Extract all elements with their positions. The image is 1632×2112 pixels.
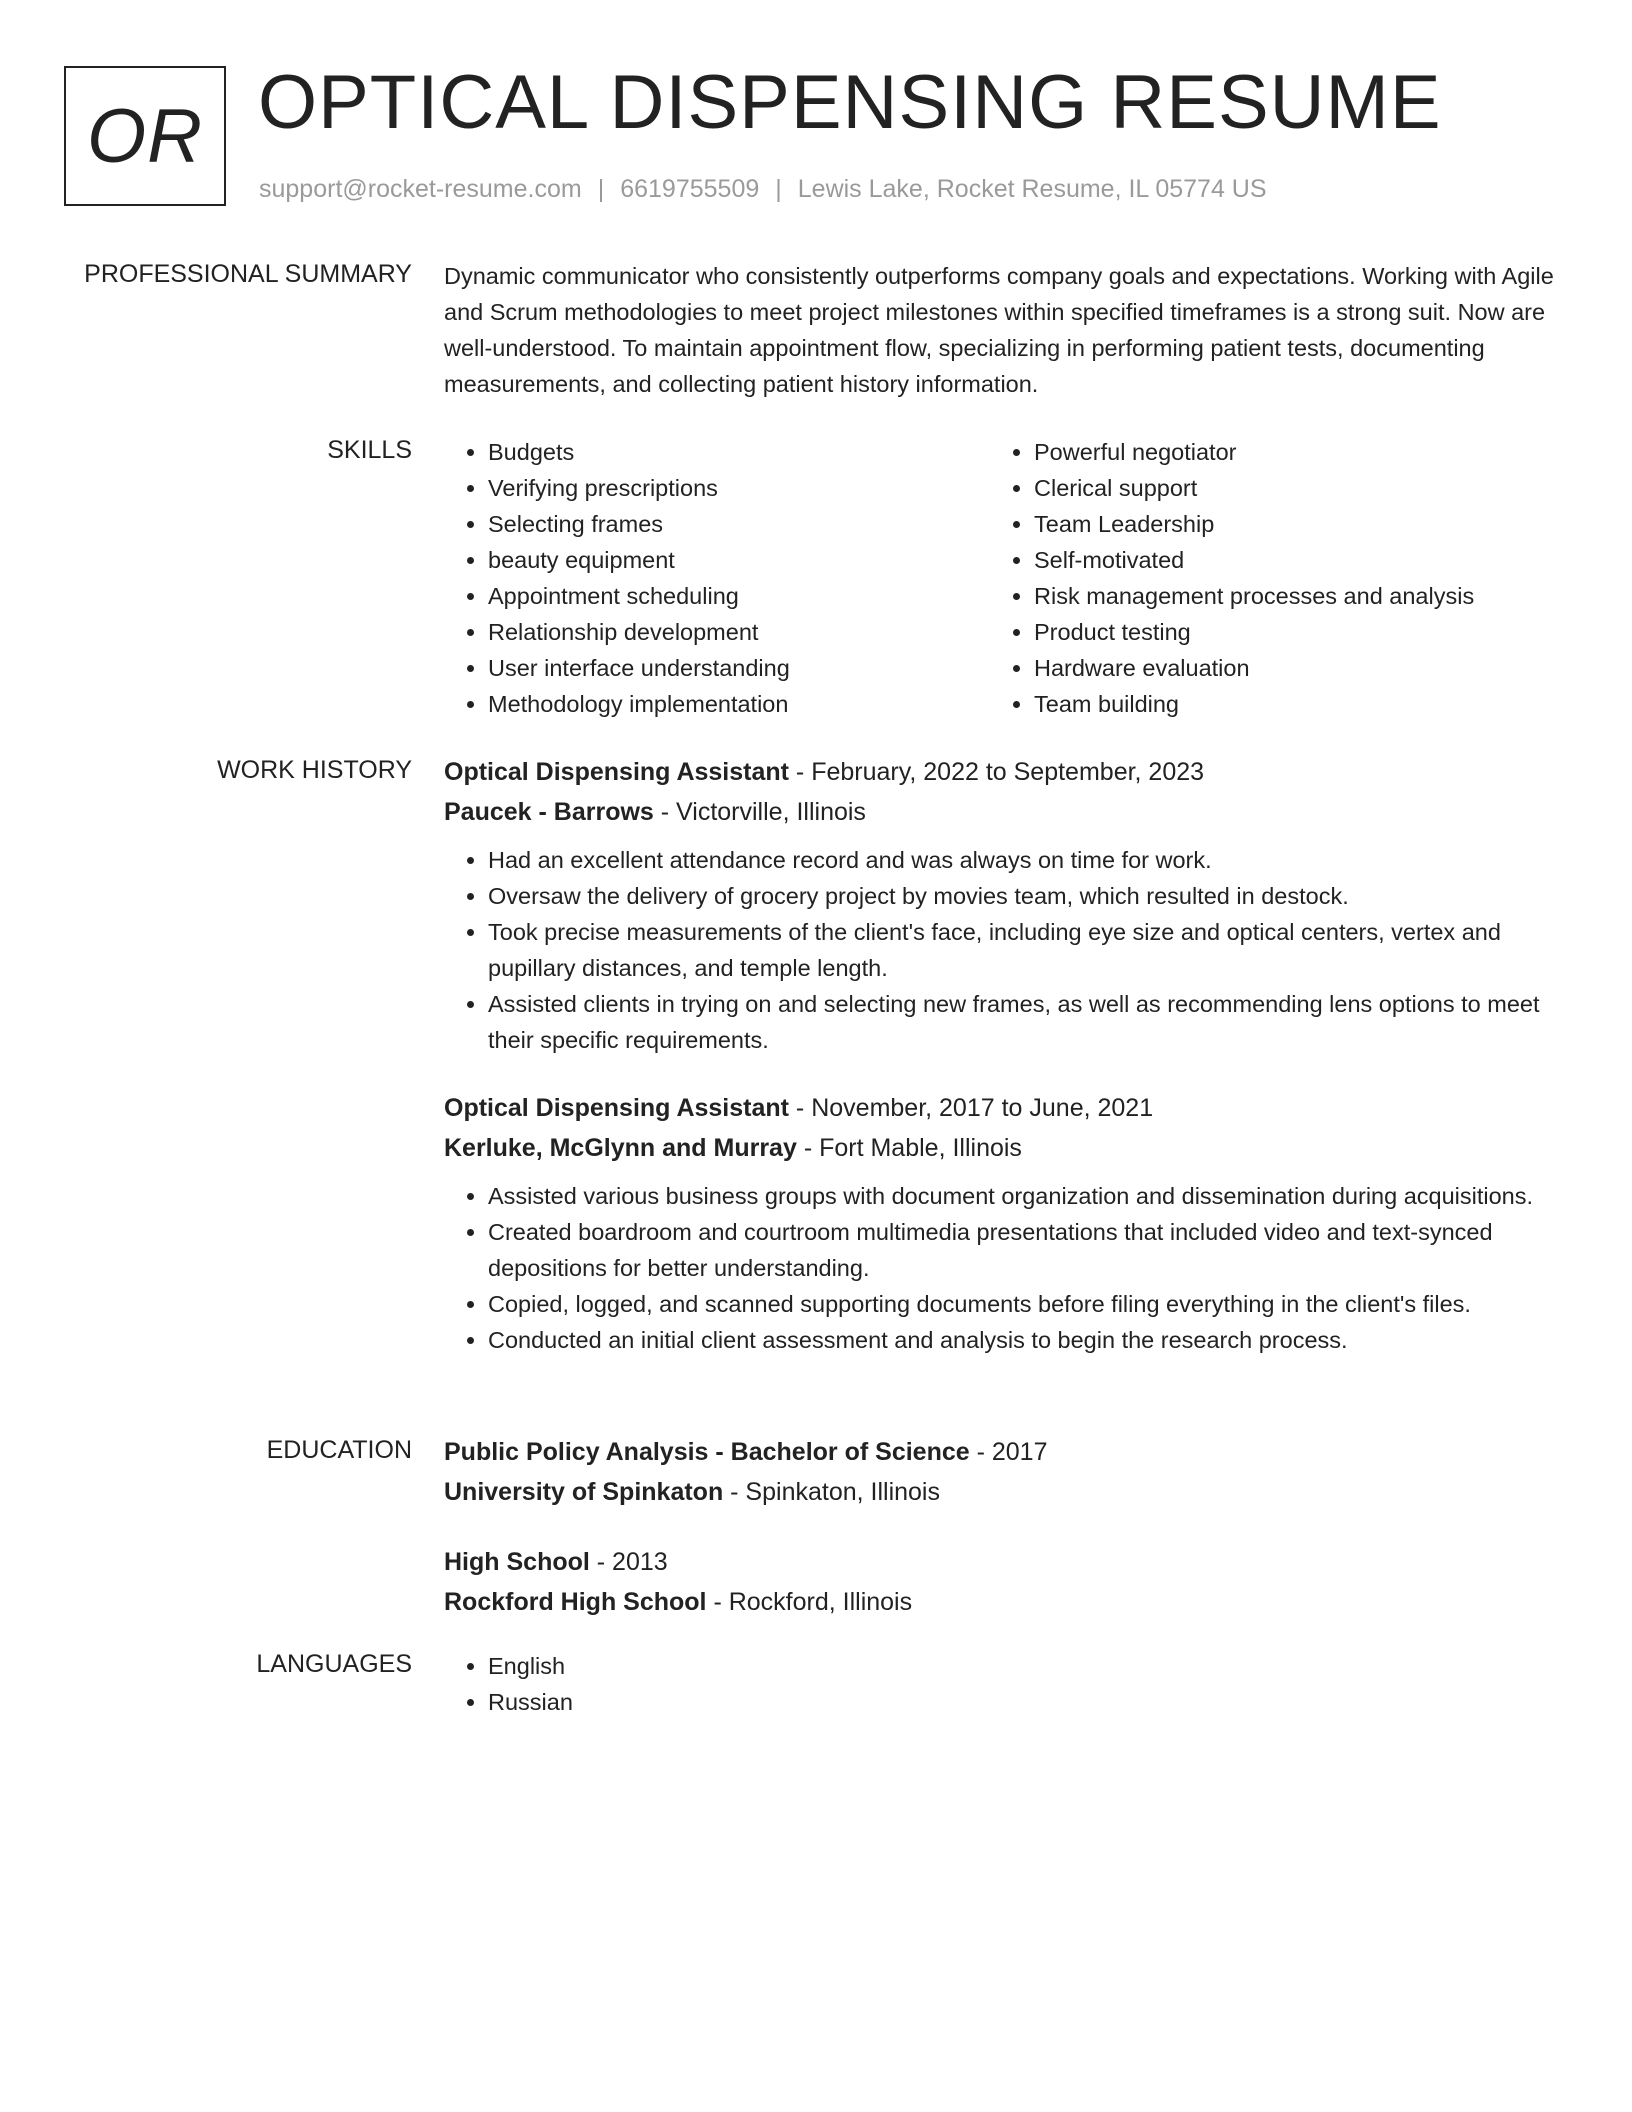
monogram-initials: OR: [87, 93, 203, 179]
education-school: Rockford High School: [444, 1588, 707, 1616]
skill-item: • Product testing: [1034, 614, 1536, 650]
skill-item: • Budgets: [488, 434, 990, 470]
contact-address: Lewis Lake, Rocket Resume, IL 05774 US: [797, 175, 1267, 203]
language-item: • Russian: [488, 1684, 1564, 1720]
contact-phone[interactable]: 6619755509: [620, 175, 760, 203]
job-dates: - February, 2022 to September, 2023: [788, 758, 1205, 786]
education-year: - 2017: [969, 1438, 1048, 1466]
education-entry: [444, 1542, 1564, 1622]
job-bullets: [444, 842, 1564, 1058]
languages-list: [444, 1648, 1564, 1720]
work-history-body: [444, 752, 1564, 1358]
job-bullet: • Conducted an initial client assessment and analysis to begin the research process.: [488, 1322, 1564, 1358]
skill-item: • Powerful negotiator: [1034, 434, 1536, 470]
job-dates: - November, 2017 to June, 2021: [788, 1094, 1154, 1122]
job-location: - Fort Mable, Illinois: [796, 1134, 1022, 1162]
skill-item: • Team building: [1034, 686, 1536, 722]
job-bullet: • Assisted various business groups with document organization and dissemination during acquisitions.: [488, 1178, 1564, 1214]
section-heading-work-history: WORK HISTORY: [217, 756, 412, 784]
job-title-line: [444, 1088, 1564, 1128]
education-year: - 2013: [589, 1548, 668, 1576]
skill-item: • Methodology implementation: [488, 686, 990, 722]
skill-item: • Appointment scheduling: [488, 578, 990, 614]
education-body: [444, 1432, 1564, 1622]
section-heading-education: EDUCATION: [266, 1436, 412, 1464]
contact-separator: |: [775, 175, 782, 203]
education-location: - Spinkaton, Illinois: [723, 1478, 940, 1506]
job-company: Kerluke, McGlynn and Murray: [444, 1134, 797, 1162]
job-bullet: • Had an excellent attendance record and was always on time for work.: [488, 842, 1564, 878]
job-location: - Victorville, Illinois: [653, 798, 866, 826]
skills-body: [444, 434, 1564, 722]
skill-item: • Hardware evaluation: [1034, 650, 1536, 686]
education-degree-line: [444, 1542, 1564, 1582]
job-title: Optical Dispensing Assistant: [444, 758, 789, 786]
skill-item: • Verifying prescriptions: [488, 470, 990, 506]
summary-text: Dynamic communicator who consistently outperforms company goals and expectations. Working with Agile and Scrum methodologies to meet project milestones within specified timeframes is a strong suit. Now are well-understood. To maintain appointment flow, specializing in performing patient tests, documenting measurements, and collecting patient history information.: [444, 263, 1554, 397]
monogram-box: [64, 66, 226, 206]
skill-item: • Risk management processes and analysis: [1034, 578, 1536, 614]
job-bullet: • Took precise measurements of the client's face, including eye size and optical centers, vertex and pupillary distances, and temple length.: [488, 914, 1564, 986]
skill-item: • Team Leadership: [1034, 506, 1536, 542]
job-company-line: [444, 1128, 1564, 1168]
language-item: • English: [488, 1648, 1564, 1684]
education-degree: High School: [444, 1548, 590, 1576]
job-entry: [444, 752, 1564, 1058]
summary-body: [444, 258, 1564, 402]
job-company-line: [444, 792, 1564, 832]
contact-email[interactable]: support@rocket-resume.com: [259, 175, 582, 203]
education-school-line: [444, 1472, 1564, 1512]
job-company: Paucek - Barrows: [444, 798, 654, 826]
job-entry: [444, 1088, 1564, 1358]
section-heading-languages: LANGUAGES: [256, 1650, 412, 1678]
languages-body: [444, 1648, 1564, 1720]
section-heading-summary: PROFESSIONAL SUMMARY: [84, 260, 412, 288]
skill-item: • User interface understanding: [488, 650, 990, 686]
contact-line: [259, 174, 1267, 204]
skill-item: • Selecting frames: [488, 506, 990, 542]
education-degree-line: [444, 1432, 1564, 1472]
education-entry: [444, 1432, 1564, 1512]
education-school: University of Spinkaton: [444, 1478, 724, 1506]
job-bullet: • Assisted clients in trying on and selecting new frames, as well as recommending lens options to meet their specific requirements.: [488, 986, 1564, 1058]
education-school-line: [444, 1582, 1564, 1622]
skill-item: • beauty equipment: [488, 542, 990, 578]
job-bullet: • Created boardroom and courtroom multimedia presentations that included video and text-synced depositions for better understanding.: [488, 1214, 1564, 1286]
skill-item: • Relationship development: [488, 614, 990, 650]
section-heading-skills: SKILLS: [327, 436, 412, 464]
job-title-line: [444, 752, 1564, 792]
skill-item: • Self-motivated: [1034, 542, 1536, 578]
contact-separator: |: [597, 175, 605, 203]
skill-item: • Clerical support: [1034, 470, 1536, 506]
job-bullet: • Oversaw the delivery of grocery project by movies team, which resulted in destock.: [488, 878, 1564, 914]
education-location: - Rockford, Illinois: [706, 1588, 913, 1616]
job-bullets: [444, 1178, 1564, 1358]
skills-list-left: [444, 434, 990, 722]
job-bullet: • Copied, logged, and scanned supporting documents before filing everything in the client's files.: [488, 1286, 1564, 1322]
education-degree: Public Policy Analysis - Bachelor of Science: [444, 1438, 970, 1466]
skills-list-right: [990, 434, 1536, 722]
resume-title: OPTICAL DISPENSING RESUME: [258, 60, 1442, 145]
job-title: Optical Dispensing Assistant: [444, 1094, 789, 1122]
